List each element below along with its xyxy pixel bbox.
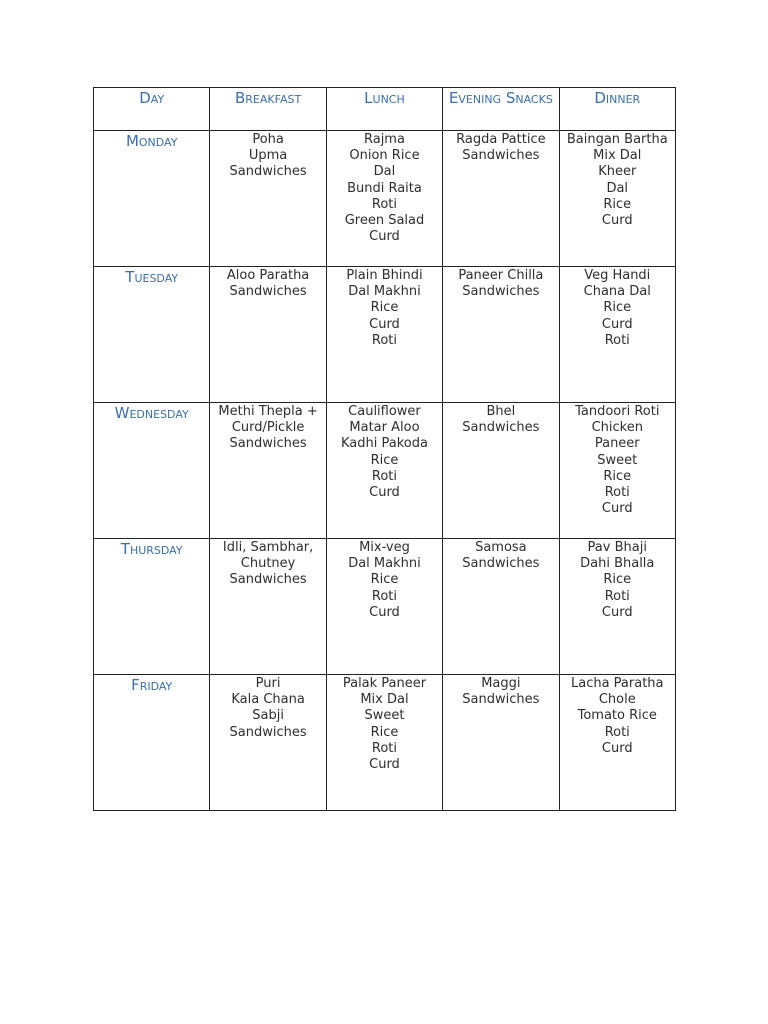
day-cell: Friday — [94, 675, 210, 811]
menu-item: Mix-veg — [359, 540, 410, 555]
menu-item: Dal — [373, 164, 396, 180]
menu-item: Samosa — [475, 540, 527, 555]
lunch-cell — [326, 267, 442, 403]
menu-item: Puri — [255, 676, 281, 691]
header-dinner-label: Dinner — [594, 89, 641, 107]
menu-item: Kala Chana — [231, 692, 305, 708]
weekly-menu-table — [93, 87, 676, 811]
evening-snacks-cell — [443, 403, 559, 539]
table-row — [94, 131, 676, 267]
menu-item: Roti — [604, 724, 630, 740]
evening-snacks-cell — [443, 675, 559, 811]
menu-item: Ragda Pattice — [456, 132, 546, 147]
header-lunch — [326, 88, 442, 131]
menu-item: Roti — [604, 332, 630, 348]
menu-item: Rice — [370, 452, 399, 468]
breakfast-cell — [210, 267, 326, 403]
menu-item: Roti — [371, 588, 398, 604]
menu-item: Cauliflower — [348, 404, 421, 419]
menu-item: Rice — [603, 196, 632, 212]
menu-item: Sandwiches — [462, 284, 540, 300]
lunch-cell — [326, 539, 442, 675]
menu-item: Rice — [370, 724, 399, 740]
header-evening-snacks-label: Evening Snacks — [448, 89, 553, 107]
dinner-cell — [559, 675, 675, 811]
dinner-cell — [559, 539, 675, 675]
menu-item: Curd — [601, 213, 633, 229]
lunch-cell — [326, 675, 442, 811]
menu-item: Curd — [369, 316, 400, 332]
menu-item: Roti — [371, 740, 398, 756]
menu-item: Roti — [604, 588, 630, 604]
menu-item: Idli, Sambhar, — [222, 540, 314, 555]
menu-item: Roti — [371, 196, 398, 212]
menu-item: Palak Paneer — [342, 676, 427, 691]
menu-item: Sabji — [252, 708, 284, 724]
menu-item: Sandwiches — [229, 164, 307, 180]
menu-item: Bundi Raita — [347, 180, 422, 196]
menu-item: Baingan Bartha — [566, 132, 668, 147]
menu-item: Dal Makhni — [348, 556, 421, 572]
dinner-cell — [559, 267, 675, 403]
lunch-cell — [326, 131, 442, 267]
menu-item: Veg Handi — [584, 268, 651, 283]
breakfast-cell — [210, 675, 326, 811]
menu-table-header — [94, 88, 676, 131]
menu-item: Pav Bhaji — [587, 540, 647, 555]
table-row — [94, 403, 676, 539]
menu-item: Poha — [252, 132, 284, 147]
menu-item: Paneer Chilla — [458, 268, 544, 283]
menu-item: Lacha Paratha — [570, 676, 664, 691]
menu-item: Kadhi Pakoda — [340, 436, 428, 452]
menu-item: Curd — [601, 740, 633, 756]
menu-item: Sweet — [364, 708, 405, 724]
day-cell: Thursday — [94, 539, 210, 675]
table-row — [94, 675, 676, 811]
menu-item: Rice — [370, 572, 399, 588]
evening-snacks-cell — [443, 267, 559, 403]
menu-item: Rice — [370, 300, 399, 316]
lunch-cell — [326, 403, 442, 539]
evening-snacks-cell — [443, 131, 559, 267]
breakfast-cell — [210, 131, 326, 267]
menu-item: Curd — [369, 229, 400, 245]
menu-item: Curd/Pickle — [231, 420, 305, 436]
menu-item: Maggi — [481, 676, 521, 691]
dinner-cell — [559, 131, 675, 267]
menu-item: Sandwiches — [462, 556, 540, 572]
menu-item: Curd — [601, 316, 633, 332]
header-row — [94, 88, 676, 131]
header-day — [94, 88, 210, 131]
menu-item: Sandwiches — [229, 436, 307, 452]
menu-item: Onion Rice — [349, 148, 420, 164]
menu-item: Roti — [371, 468, 398, 484]
menu-item: Curd — [601, 501, 633, 517]
menu-item: Sandwiches — [229, 572, 307, 588]
menu-item: Aloo Paratha — [226, 268, 310, 283]
menu-item: Chutney — [240, 556, 296, 572]
menu-item: Curd — [369, 604, 400, 620]
evening-snacks-cell — [443, 539, 559, 675]
menu-item: Chicken — [591, 420, 643, 436]
table-row — [94, 539, 676, 675]
menu-item: Matar Aloo — [349, 420, 420, 436]
menu-item: Curd — [369, 485, 400, 501]
menu-item: Dahi Bhalla — [580, 556, 655, 572]
menu-item: Kheer — [598, 164, 637, 180]
day-cell: Tuesday — [94, 267, 210, 403]
menu-item: Sweet — [597, 452, 638, 468]
menu-item: Dal — [606, 180, 629, 196]
menu-item: Tandoori Roti — [575, 404, 660, 419]
menu-item: Mix Dal — [593, 148, 642, 164]
breakfast-cell — [210, 403, 326, 539]
table-row — [94, 267, 676, 403]
menu-item: Curd — [601, 604, 633, 620]
menu-item: Chana Dal — [583, 284, 651, 300]
header-lunch-label: Lunch — [364, 89, 405, 107]
menu-item: Roti — [604, 485, 630, 501]
breakfast-cell — [210, 539, 326, 675]
menu-item: Paneer — [594, 436, 640, 452]
header-evening-snacks — [443, 88, 559, 131]
menu-item: Curd — [369, 757, 400, 773]
menu-item: Chole — [598, 692, 636, 708]
menu-item: Dal Makhni — [348, 284, 421, 300]
menu-table-body — [94, 131, 676, 811]
menu-item: Rice — [603, 572, 632, 588]
menu-item: Sandwiches — [462, 148, 540, 164]
header-dinner — [559, 88, 675, 131]
header-breakfast — [210, 88, 326, 131]
menu-item: Mix Dal — [360, 692, 409, 708]
menu-item: Bhel — [486, 404, 516, 419]
menu-item: Sandwiches — [462, 692, 540, 708]
menu-item: Upma — [248, 148, 288, 164]
menu-item: Tomato Rice — [577, 708, 657, 724]
menu-item: Rice — [603, 468, 632, 484]
day-cell: Wednesday — [94, 403, 210, 539]
menu-item: Green Salad — [344, 213, 425, 229]
menu-item: Sandwiches — [229, 284, 307, 300]
menu-item: Rajma — [363, 132, 405, 147]
menu-item: Sandwiches — [462, 420, 540, 436]
header-breakfast-label: Breakfast — [235, 89, 302, 107]
day-cell: Monday — [94, 131, 210, 267]
menu-item: Methi Thepla + — [218, 404, 318, 419]
dinner-cell — [559, 403, 675, 539]
menu-item: Rice — [603, 300, 632, 316]
menu-item: Plain Bhindi — [346, 268, 423, 283]
header-day-label: Day — [139, 89, 165, 107]
menu-item: Sandwiches — [229, 724, 307, 740]
menu-item: Roti — [371, 332, 398, 348]
